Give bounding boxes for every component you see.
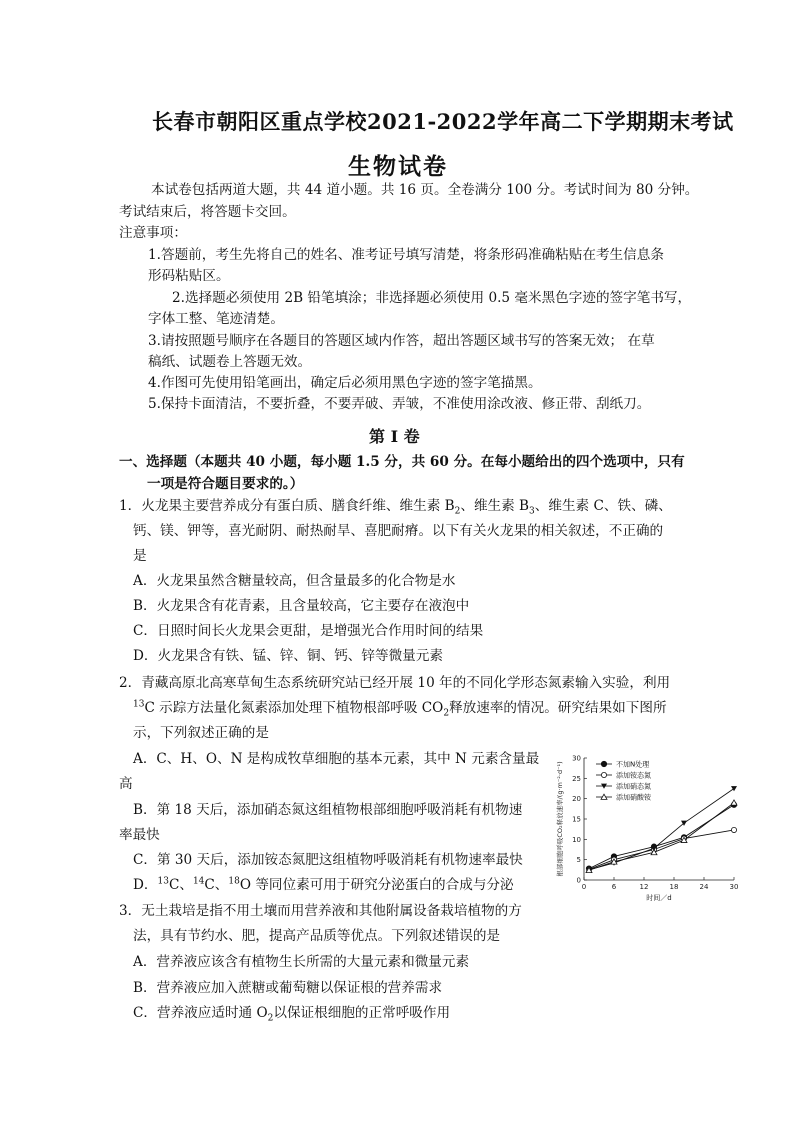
note-3-line-1: 3.请按照题号顺序在各题目的答题区域内作答，超出答题区域书写的答案无效； 在草 bbox=[148, 333, 655, 349]
q2-sup: 13 bbox=[133, 699, 145, 710]
note-4: 4.作图可先使用铅笔画出，确定后必须用黑色字迹的签字笔描黑。 bbox=[148, 375, 542, 391]
q2-stem-text: 释放速率的情况。研究结果如下图所 bbox=[449, 700, 667, 716]
note-2-line-1: 2.选择题必须使用 2B 铅笔填涂；非选择题必须使用 0.5 毫米黑色字迹的签字笔书写， bbox=[172, 290, 692, 306]
q1-stem-text: 1．火龙果主要营养成分有蛋白质、膳食纤维、维生素 B bbox=[119, 498, 455, 514]
q2-option-b-line-1: B．第 18 天后，添加硝态氮这组植物根部细胞呼吸消耗有机物速 bbox=[133, 802, 523, 818]
q3-stem-line-2: 法，具有节约水、肥，提高产品质等优点。下列叙述错误的是 bbox=[133, 928, 501, 944]
q2-stem-line-1: 2．青藏高原北高寒草甸生态系统研究站已经开展 10 年的不同化学形态氮素输入实验，利用 bbox=[119, 675, 671, 691]
legend-marker bbox=[601, 761, 606, 766]
y-axis-label: 根部细胞呼吸CO₂释放速率/(g·m⁻²·d⁻¹) bbox=[556, 761, 564, 877]
q2-option-b-line-2: 率最快 bbox=[119, 827, 160, 843]
q2-d-text: D． bbox=[133, 877, 158, 893]
legend-label: 不加N处理 bbox=[616, 760, 650, 769]
q2-stem-line-3: 示，下列叙述正确的是 bbox=[133, 725, 269, 741]
q2-d-text: C、 bbox=[168, 877, 193, 893]
q3-c-text: C．营养液应适时通 O bbox=[133, 1005, 268, 1021]
q3-stem-line-1: 3．无土栽培是指不用土壤而用营养液和其他附属设备栽培植物的方 bbox=[119, 903, 522, 919]
x-tick-label: 12 bbox=[639, 883, 649, 891]
note-1-line-2: 形码粘贴区。 bbox=[148, 268, 230, 284]
note-5: 5.保持卡面清洁，不要折叠，不要弄破、弄皱，不准使用涂改液、修正带、刮纸刀。 bbox=[148, 396, 651, 412]
q2-d-text: C、 bbox=[204, 877, 229, 893]
q1-option-c: C．日照时间长火龙果会更甜，是增强光合作用时间的结果 bbox=[133, 623, 484, 639]
series-3-point bbox=[731, 786, 737, 791]
x-tick-label: 0 bbox=[581, 883, 587, 891]
q2-option-a-line-2: 高 bbox=[119, 776, 133, 792]
intro-line-1: 本试卷包括两道大题，共 44 道小题。共 16 页。全卷满分 100 分。考试时间为 80 分钟。 bbox=[151, 182, 699, 198]
notes-heading: 注意事项： bbox=[119, 225, 187, 241]
q1-stem-line-1 bbox=[119, 498, 672, 517]
q2-d-sup: 18 bbox=[228, 876, 240, 887]
q1-option-d: D．火龙果含有铁、锰、锌、铜、钙、锌等微量元素 bbox=[133, 648, 443, 664]
y-tick-label: 5 bbox=[576, 856, 581, 865]
q3-option-c bbox=[133, 1005, 451, 1024]
series-2-point bbox=[731, 827, 736, 832]
q3-option-b: B．营养液应加入蔗糖或葡萄糖以保证根的营养需求 bbox=[133, 980, 443, 996]
legend-label: 添加硝态氮 bbox=[616, 782, 651, 791]
x-tick-label: 24 bbox=[699, 883, 709, 891]
exam-title: 长春市朝阳区重点学校2021-2022学年高二下学期期末考试 bbox=[152, 109, 734, 134]
q1-sub-2: 3 bbox=[529, 506, 535, 517]
co2-release-chart bbox=[548, 748, 744, 906]
note-2-line-2: 字体工整、笔迹清楚。 bbox=[148, 311, 284, 327]
q3-option-a: A．营养液应该含有植物生长所需的大量元素和微量元素 bbox=[133, 954, 470, 970]
note-3-line-2: 稿纸、试题卷上答题无效。 bbox=[148, 354, 312, 370]
q1-stem-line-3: 是 bbox=[133, 548, 147, 564]
legend-label: 添加硝酸铵 bbox=[616, 793, 651, 802]
q2-option-a-line-1: A．C、H、O、N 是构成牧草细胞的基本元素，其中 N 元素含量最 bbox=[133, 751, 540, 767]
y-tick-label: 20 bbox=[572, 795, 581, 804]
q3-c-sub: 2 bbox=[267, 1013, 274, 1024]
y-tick-label: 15 bbox=[572, 815, 581, 824]
x-axis-label: 时间／d bbox=[646, 894, 672, 902]
series-line-4 bbox=[589, 803, 734, 871]
q1-option-b: B．火龙果含有花青素，且含量较高，它主要存在液泡中 bbox=[133, 598, 470, 614]
section-title: 第 I 卷 bbox=[369, 427, 420, 446]
q1-stem-line-2: 钙、镁、钾等，喜光耐阴、耐热耐旱、喜肥耐瘠。以下有关火龙果的相关叙述，不正确的 bbox=[133, 523, 664, 539]
q2-option-c: C．第 30 天后，添加铵态氮肥这组植物呼吸消耗有机物速率最快 bbox=[133, 852, 523, 868]
q2-sub: 2 bbox=[443, 708, 450, 719]
q1-sub-1: 2 bbox=[454, 506, 461, 517]
y-tick-label: 10 bbox=[572, 835, 581, 844]
section-heading-line-2: 一项是符合题目要求的。） bbox=[147, 476, 304, 492]
q2-stem-text: C 示踪方法量化氮素添加处理下植物根部呼吸 CO bbox=[144, 700, 444, 716]
q2-d-sup: 14 bbox=[192, 876, 205, 887]
x-tick-label: 6 bbox=[611, 883, 617, 891]
q1-stem-text: 、维生素 C、铁、磷、 bbox=[534, 498, 672, 514]
note-1-line-1: 1.答题前，考生先将自己的姓名、准考证号填写清楚，将条形码准确粘贴在考生信息条 bbox=[148, 247, 664, 263]
q2-d-text: O 等同位素可用于研究分泌蛋白的合成与分泌 bbox=[239, 877, 514, 893]
q3-c-text: 以保证根细胞的正常呼吸作用 bbox=[273, 1005, 451, 1021]
q1-option-a: A．火龙果虽然含糖量较高，但含量最多的化合物是水 bbox=[133, 573, 456, 589]
series-line-1 bbox=[589, 805, 734, 869]
section-heading-line-1: 一、选择题（本题共 40 小题，每小题 1.5 分，共 60 分。在每小题给出的四个选项中，只有 bbox=[119, 454, 685, 470]
x-tick-label: 30 bbox=[729, 883, 739, 891]
q2-d-sup: 13 bbox=[157, 876, 169, 887]
y-tick-label: 30 bbox=[572, 754, 581, 763]
exam-subtitle: 生物试卷 bbox=[348, 153, 448, 180]
q2-stem-line-2 bbox=[133, 699, 667, 719]
q2-option-d bbox=[133, 876, 514, 893]
y-tick-label: 25 bbox=[572, 774, 581, 783]
legend-marker bbox=[601, 772, 606, 777]
x-tick-label: 18 bbox=[669, 883, 679, 891]
intro-line-2: 考试结束后，将答题卡交回。 bbox=[119, 204, 296, 220]
legend-label: 添加铵态氮 bbox=[616, 771, 651, 780]
y-tick-label: 0 bbox=[576, 876, 581, 885]
q1-stem-text: 、维生素 B bbox=[460, 498, 530, 514]
